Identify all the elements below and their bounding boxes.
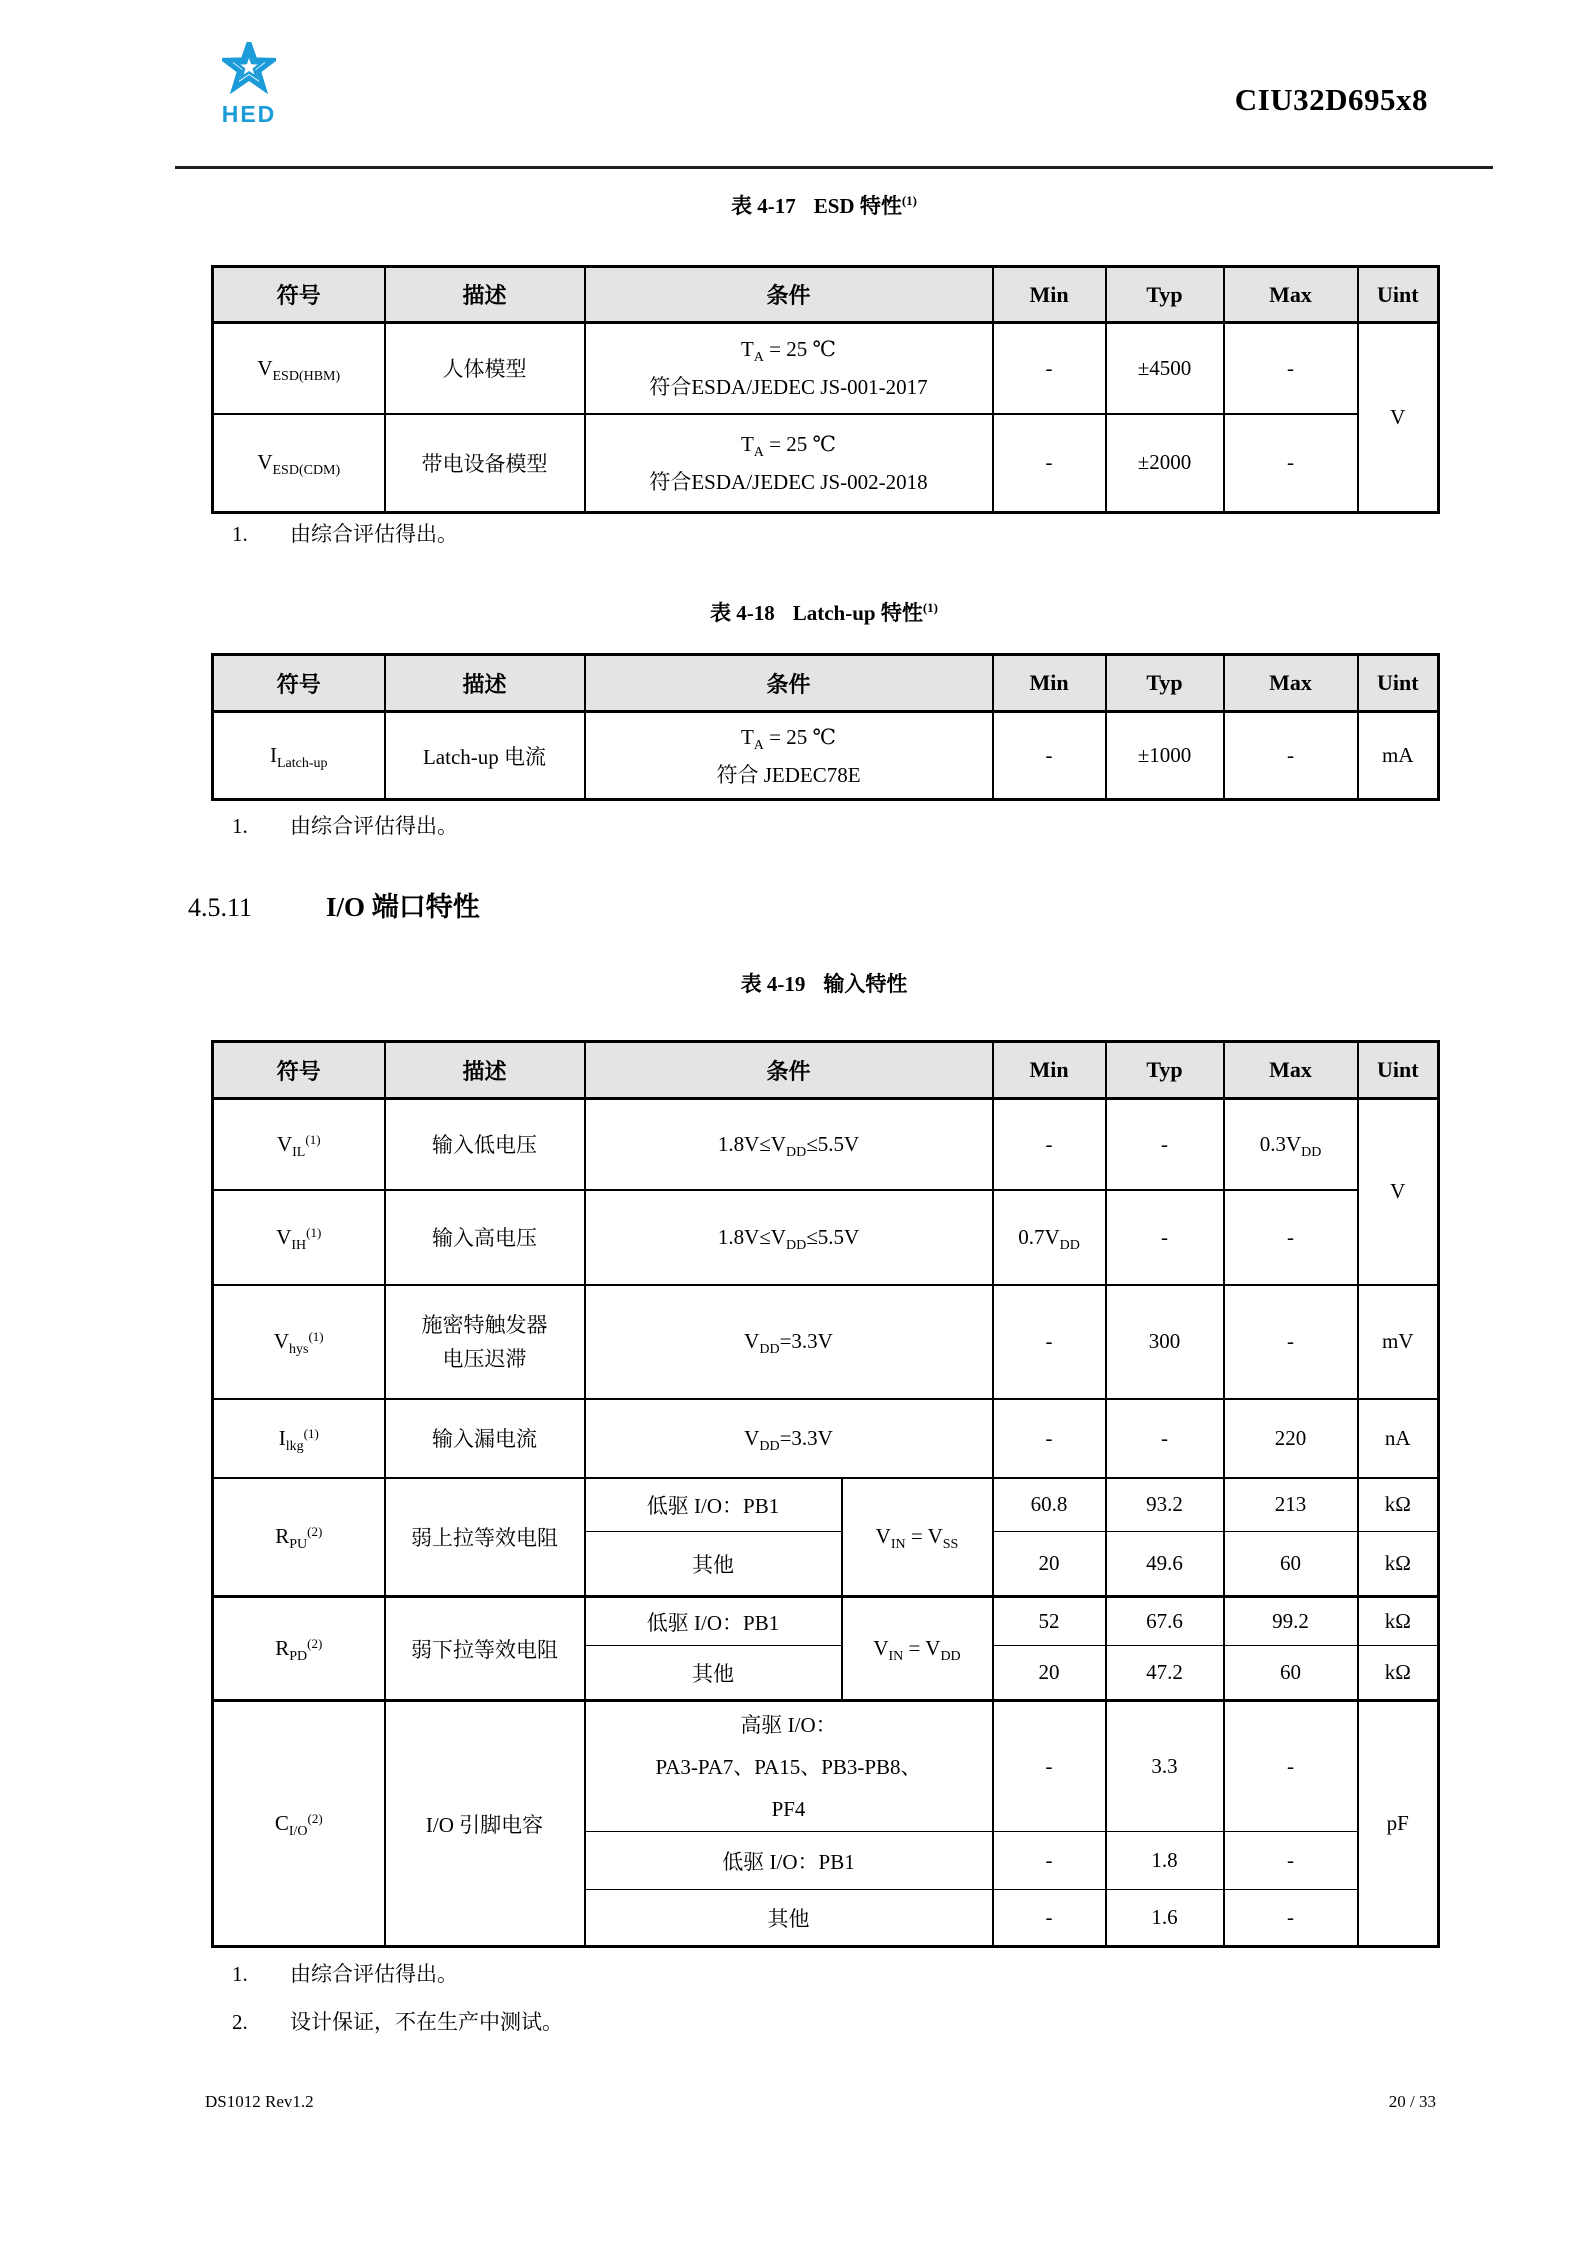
caption-footnote-ref: (1) [901, 193, 918, 208]
max-cell: - [1224, 1285, 1358, 1399]
col-header-max: Max [1224, 1042, 1358, 1099]
latchup-table [211, 653, 1440, 801]
symbol-cell: $I_{Latch-up}$ [213, 712, 385, 800]
typ-cell: ±4500 [1106, 323, 1224, 414]
star-logo-icon [222, 42, 276, 94]
input-characteristics-table [211, 1040, 1440, 1948]
max-cell: 99.2 [1224, 1597, 1358, 1646]
typ-cell: 49.6 [1106, 1532, 1224, 1597]
section-heading [188, 885, 480, 924]
cond-sub-cell: 低驱 I/O：PB1 [585, 1478, 842, 1532]
desc-cell: 输入漏电流 [385, 1399, 585, 1478]
typ-cell: ±1000 [1106, 712, 1224, 800]
unit-cell: mA [1358, 712, 1439, 800]
unit-cell: kΩ [1358, 1478, 1439, 1532]
col-header-symbol: 符号 [213, 267, 385, 323]
min-cell: - [993, 1399, 1106, 1478]
symbol-cell: $V_{IL}^{(1)}$ [213, 1099, 385, 1190]
esd-footnote [232, 518, 458, 548]
symbol-cell: $V_{ESD(HBM)}$ [213, 323, 385, 414]
symbol-cell: $R_{PU}^{(2)}$ [213, 1478, 385, 1597]
cond-cell: 高驱 I/O： PA3-PA7、PA15、PB3-PB8、 PF4 [585, 1701, 993, 1832]
footnote-number: 1. [232, 814, 248, 838]
col-header-typ: Typ [1106, 267, 1224, 323]
max-cell: 220 [1224, 1399, 1358, 1478]
desc-cell: 输入低电压 [385, 1099, 585, 1190]
max-cell: - [1224, 1190, 1358, 1285]
table-4-19-caption [211, 968, 1437, 998]
cond-cell: $V_{DD}=3.3V$ [585, 1399, 993, 1478]
col-header-min: Min [993, 655, 1106, 712]
max-cell: - [1224, 1701, 1358, 1832]
latchup-row [213, 712, 1439, 800]
footnote-number: 1. [232, 522, 248, 546]
typ-cell: 300 [1106, 1285, 1224, 1399]
typ-cell: 47.2 [1106, 1646, 1224, 1701]
min-cell: - [993, 1832, 1106, 1890]
doc-revision: DS1012 Rev1.2 [205, 2092, 314, 2111]
logo-text: HED [221, 101, 277, 127]
input-footnote-1 [232, 1958, 458, 1988]
esd-header-row [213, 267, 1439, 323]
min-cell: 52 [993, 1597, 1106, 1646]
cond-cell: $1.8V\le V_{DD}\le 5.5V$ [585, 1099, 993, 1190]
unit-cell: V [1358, 1099, 1439, 1285]
latchup-header-row [213, 655, 1439, 712]
symbol-cell: $V_{IH}^{(1)}$ [213, 1190, 385, 1285]
col-header-cond: 条件 [585, 1042, 993, 1099]
max-cell: - [1224, 323, 1358, 414]
section-title: I/O 端口特性 [326, 892, 480, 922]
desc-cell: 输入高电压 [385, 1190, 585, 1285]
max-cell: - [1224, 712, 1358, 800]
col-header-min: Min [993, 267, 1106, 323]
col-header-desc: 描述 [385, 655, 585, 712]
caption-number: 表 4-18 [709, 601, 775, 625]
cond-cell: 其他 [585, 1890, 993, 1947]
ilkg-row [213, 1399, 1439, 1478]
symbol-cell: $V_{hys}^{(1)}$ [213, 1285, 385, 1399]
esd-table [211, 265, 1440, 514]
cond-cell: $1.8V\le V_{DD}\le 5.5V$ [585, 1190, 993, 1285]
col-header-cond: 条件 [585, 655, 993, 712]
esd-hbm-row [213, 323, 1439, 414]
min-cell: 20 [993, 1532, 1106, 1597]
col-header-desc: 描述 [385, 1042, 585, 1099]
company-logo [214, 42, 284, 128]
desc-cell: 带电设备模型 [385, 414, 585, 513]
unit-cell: pF [1358, 1701, 1439, 1947]
typ-cell: 3.3 [1106, 1701, 1224, 1832]
table-4-18-caption [211, 597, 1437, 627]
col-header-max: Max [1224, 655, 1358, 712]
typ-cell: 1.6 [1106, 1890, 1224, 1947]
min-cell: 60.8 [993, 1478, 1106, 1532]
header-rule [175, 166, 1493, 169]
min-cell: $0.7V_{DD}$ [993, 1190, 1106, 1285]
caption-text: 输入特性 [823, 972, 908, 996]
product-title: CIU32D695x8 [1234, 82, 1428, 117]
max-cell: 213 [1224, 1478, 1358, 1532]
caption-text: ESD 特性 [813, 194, 902, 218]
desc-cell: 人体模型 [385, 323, 585, 414]
min-cell: - [993, 1285, 1106, 1399]
cond-sub-cell: 低驱 I/O：PB1 [585, 1597, 842, 1646]
symbol-cell: $R_{PD}^{(2)}$ [213, 1597, 385, 1701]
max-cell: - [1224, 414, 1358, 513]
max-cell: $0.3V_{DD}$ [1224, 1099, 1358, 1190]
unit-cell: V [1358, 323, 1439, 513]
max-cell: 60 [1224, 1532, 1358, 1597]
rpu-low-row [213, 1478, 1439, 1532]
footnote-number: 2. [232, 2010, 248, 2034]
desc-cell: 弱上拉等效电阻 [385, 1478, 585, 1597]
vih-row [213, 1190, 1439, 1285]
typ-cell: - [1106, 1190, 1224, 1285]
max-cell: 60 [1224, 1646, 1358, 1701]
cond-cell: 低驱 I/O：PB1 [585, 1832, 993, 1890]
cond-sub-cell: 其他 [585, 1646, 842, 1701]
footnote-number: 1. [232, 1962, 248, 1986]
min-cell: - [993, 712, 1106, 800]
unit-cell: kΩ [1358, 1597, 1439, 1646]
desc-cell: I/O 引脚电容 [385, 1701, 585, 1947]
cio-high-row [213, 1701, 1439, 1832]
input-header-row [213, 1042, 1439, 1099]
cond-cell: $V_{DD}=3.3V$ [585, 1285, 993, 1399]
symbol-cell: $C_{I/O}^{(2)}$ [213, 1701, 385, 1947]
footnote-text: 由综合评估得出。 [290, 522, 458, 546]
unit-cell: mV [1358, 1285, 1439, 1399]
unit-cell: kΩ [1358, 1646, 1439, 1701]
footnote-text: 由综合评估得出。 [290, 1962, 458, 1986]
min-cell: - [993, 323, 1106, 414]
min-cell: - [993, 414, 1106, 513]
page-number: 20 / 33 [1388, 2092, 1436, 2111]
caption-footnote-ref: (1) [922, 600, 939, 615]
table-4-17-caption [211, 190, 1437, 220]
typ-cell: ±2000 [1106, 414, 1224, 513]
latchup-footnote [232, 810, 458, 840]
vhys-row [213, 1285, 1439, 1399]
caption-text: Latch-up 特性 [792, 601, 923, 625]
cond-cell: $T_A = 25$ ℃ 符合ESDA/JEDEC JS-002-2018 [585, 414, 993, 513]
cond-sub-cell: 其他 [585, 1532, 842, 1597]
caption-number: 表 4-19 [740, 972, 806, 996]
section-number: 4.5.11 [188, 893, 253, 922]
vin-cell: $V_{IN} = V_{SS}$ [842, 1478, 993, 1597]
desc-cell: 弱下拉等效电阻 [385, 1597, 585, 1701]
max-cell: - [1224, 1832, 1358, 1890]
col-header-cond: 条件 [585, 267, 993, 323]
desc-cell: 施密特触发器 电压迟滞 [385, 1285, 585, 1399]
col-header-symbol: 符号 [213, 655, 385, 712]
esd-cdm-row [213, 414, 1439, 513]
unit-cell: nA [1358, 1399, 1439, 1478]
vil-row [213, 1099, 1439, 1190]
col-header-min: Min [993, 1042, 1106, 1099]
col-header-desc: 描述 [385, 267, 585, 323]
max-cell: - [1224, 1890, 1358, 1947]
footnote-text: 设计保证，不在生产中测试。 [290, 2010, 563, 2034]
col-header-typ: Typ [1106, 1042, 1224, 1099]
typ-cell: 93.2 [1106, 1478, 1224, 1532]
col-header-max: Max [1224, 267, 1358, 323]
footnote-text: 由综合评估得出。 [290, 814, 458, 838]
rpd-low-row [213, 1597, 1439, 1646]
col-header-unit: Uint [1358, 267, 1439, 323]
unit-cell: kΩ [1358, 1532, 1439, 1597]
col-header-symbol: 符号 [213, 1042, 385, 1099]
typ-cell: - [1106, 1099, 1224, 1190]
input-footnote-2 [232, 2006, 563, 2036]
cond-cell: $T_A = 25$ ℃ 符合ESDA/JEDEC JS-001-2017 [585, 323, 993, 414]
min-cell: - [993, 1099, 1106, 1190]
typ-cell: 67.6 [1106, 1597, 1224, 1646]
caption-number: 表 4-17 [730, 194, 796, 218]
symbol-cell: $V_{ESD(CDM)}$ [213, 414, 385, 513]
col-header-typ: Typ [1106, 655, 1224, 712]
col-header-unit: Uint [1358, 1042, 1439, 1099]
vin-cell: $V_{IN} = V_{DD}$ [842, 1597, 993, 1701]
col-header-unit: Uint [1358, 655, 1439, 712]
min-cell: 20 [993, 1646, 1106, 1701]
symbol-cell: $I_{lkg}^{(1)}$ [213, 1399, 385, 1478]
desc-cell: Latch-up 电流 [385, 712, 585, 800]
typ-cell: - [1106, 1399, 1224, 1478]
cond-cell: $T_A = 25$ ℃ 符合 JEDEC78E [585, 712, 993, 800]
min-cell: - [993, 1890, 1106, 1947]
min-cell: - [993, 1701, 1106, 1832]
typ-cell: 1.8 [1106, 1832, 1224, 1890]
